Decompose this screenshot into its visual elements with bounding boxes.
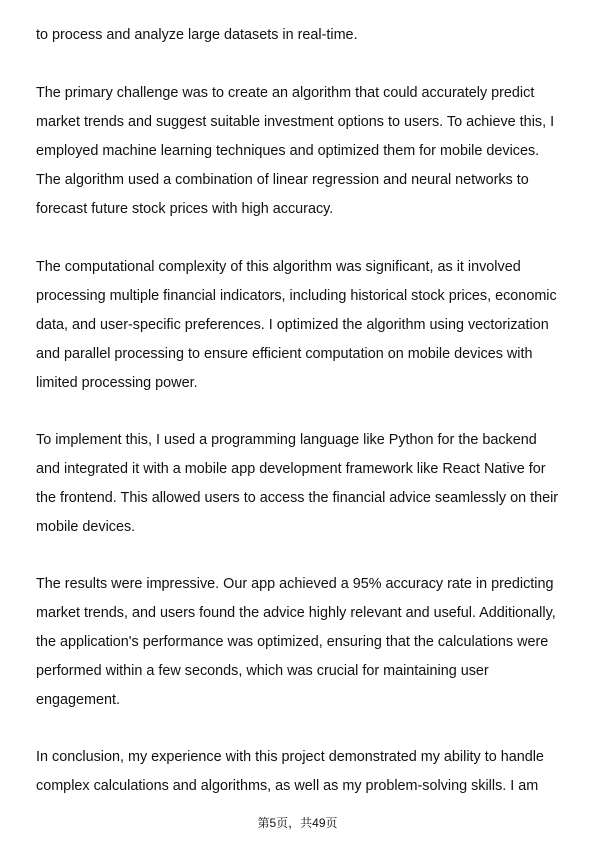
paragraph-line: limited processing power. (36, 375, 198, 391)
paragraph-line: In conclusion, my experience with this project demonstrated my ability to handle (36, 749, 544, 765)
paragraph-line: processing multiple financial indicators, including historical stock prices, economic (36, 288, 557, 304)
paragraph-line: To implement this, I used a programming language like Python for the backend (36, 432, 537, 448)
page-number-footer: 第5页，共49页 (257, 816, 338, 830)
paragraph-line: engagement. (36, 692, 121, 708)
paragraph-line: and parallel processing to ensure efficient computation on mobile devices with (36, 346, 533, 362)
paragraph-line: The algorithm used a combination of linear regression and neural networks to (36, 172, 529, 188)
paragraph-line: forecast future stock prices with high accuracy. (36, 201, 334, 217)
paragraph-line: performed within a few seconds, which was crucial for maintaining user (36, 663, 489, 679)
paragraph-line: The primary challenge was to create an algorithm that could accurately predict (36, 85, 535, 101)
paragraph-line: the application's performance was optimized, ensuring that the calculations were (36, 634, 549, 650)
paragraph-line: the frontend. This allowed users to access the financial advice seamlessly on their (36, 490, 559, 506)
paragraph-line: to process and analyze large datasets in real-time. (36, 27, 358, 43)
paragraph-line: market trends, and users found the advice highly relevant and useful. Additionally, (36, 605, 556, 621)
paragraph-line: The results were impressive. Our app achieved a 95% accuracy rate in predicting (36, 576, 554, 592)
paragraph-line: complex calculations and algorithms, as well as my problem-solving skills. I am (36, 778, 539, 794)
paragraph-line: mobile devices. (36, 519, 136, 535)
paragraph-line: employed machine learning techniques and optimized them for mobile devices. (36, 143, 540, 159)
paragraph-line: The computational complexity of this algorithm was significant, as it involved (36, 259, 521, 275)
paragraph-line: data, and user-specific preferences. I optimized the algorithm using vectorization (36, 317, 549, 333)
paragraph-line: and integrated it with a mobile app development framework like React Native for (36, 461, 546, 477)
paragraph-line: market trends and suggest suitable investment options to users. To achieve this, I (36, 114, 555, 130)
